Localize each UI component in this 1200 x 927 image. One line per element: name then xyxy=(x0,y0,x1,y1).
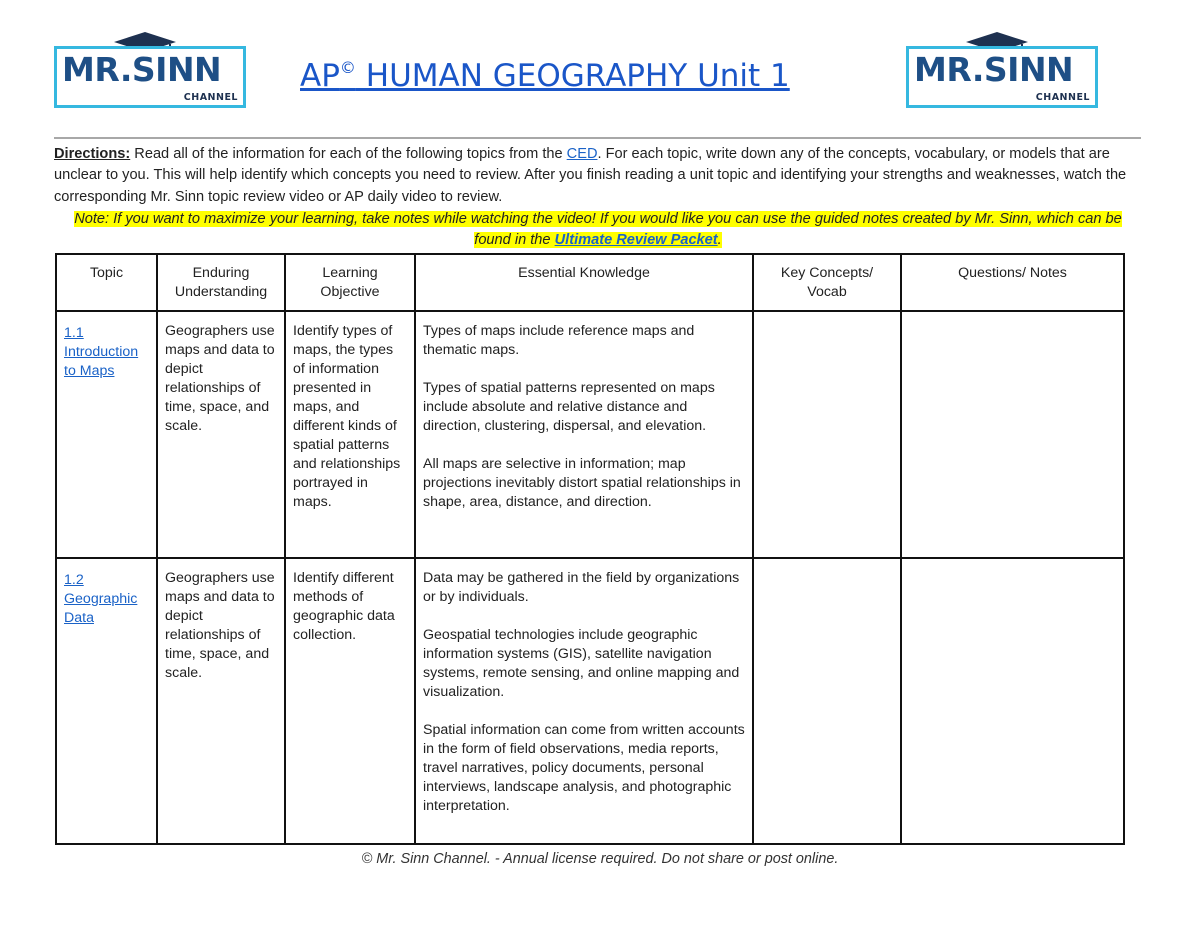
topic-link[interactable]: 1.2 Geographic Data xyxy=(64,572,138,626)
enduring-cell: Geographers use maps and data to depict relationships of time, space, and scale. xyxy=(157,311,285,558)
table-row xyxy=(56,311,1124,558)
notes-cell[interactable] xyxy=(901,311,1124,558)
topic-link[interactable]: 1.1 Introduction to Maps xyxy=(64,325,139,379)
header-questions-notes: Questions/ Notes xyxy=(901,254,1124,311)
note-highlight xyxy=(74,211,1122,248)
footer-copyright: © Mr. Sinn Channel. - Annual license required. Do not share or post online. xyxy=(361,851,839,867)
vocab-cell[interactable] xyxy=(753,311,901,558)
header-topic: Topic xyxy=(56,254,157,311)
vocab-cell[interactable] xyxy=(753,558,901,844)
ultimate-review-packet-link[interactable]: Ultimate Review Packet xyxy=(554,232,718,248)
header-essential-knowledge: Essential Knowledge xyxy=(415,254,753,311)
logo-right xyxy=(906,34,1102,110)
directions-label: Directions: xyxy=(54,146,131,162)
logo-text: MR.SINN xyxy=(62,50,222,89)
directions-text-before: Read all of the information for each of the following topics from the xyxy=(130,146,567,162)
logo-subtext: CHANNEL xyxy=(183,92,238,103)
header-divider xyxy=(54,137,1141,139)
knowledge-paragraph: Data may be gathered in the field by organizations or by individuals. xyxy=(423,570,740,605)
title-copyright-mark: © xyxy=(339,58,356,77)
objective-cell: Identify types of maps, the types of information presented in maps, and different kinds of spatial patterns and relationships portrayed in maps. xyxy=(285,311,415,558)
page-title xyxy=(300,58,790,94)
knowledge-cell xyxy=(415,558,753,844)
note-end: . xyxy=(717,232,722,248)
note-text: Note: If you want to maximize your learning, take notes while watching the video! If you would like you can use the guided notes created by Mr. Sinn, which can be found in the xyxy=(74,211,1122,248)
notes-cell[interactable] xyxy=(901,558,1124,844)
topics-table xyxy=(55,253,1125,845)
header-key-concepts: Key Concepts/ Vocab xyxy=(753,254,901,311)
directions-text-after: . For each topic, write down any of the concepts, vocabulary, or models that are unclear to you. This will help identify which concepts you need to review. After you finish reading a unit topic and identifying your strengths and weaknesses, watch the corresponding Mr. Sinn topic review video or AP daily video to review. xyxy=(54,146,1127,205)
topic-cell xyxy=(56,558,157,844)
header-learning-objective: Learning Objective xyxy=(285,254,415,311)
title-prefix: AP xyxy=(300,58,340,94)
knowledge-paragraph: Types of spatial patterns represented on maps include absolute and relative distance and direction, clustering, dispersal, and elevation. xyxy=(423,380,715,434)
note-paragraph xyxy=(54,209,1142,251)
logo-text: MR.SINN xyxy=(914,50,1074,89)
ced-link[interactable]: CED xyxy=(566,146,598,162)
topic-cell xyxy=(56,311,157,558)
logo-left xyxy=(54,34,250,110)
table-row xyxy=(56,558,1124,844)
knowledge-cell xyxy=(415,311,753,558)
enduring-cell: Geographers use maps and data to depict relationships of time, space, and scale. xyxy=(157,558,285,844)
title-rest: HUMAN GEOGRAPHY Unit 1 xyxy=(355,58,790,94)
header-enduring-understanding: Enduring Understanding xyxy=(157,254,285,311)
table-header-row xyxy=(56,254,1124,311)
knowledge-paragraph: All maps are selective in information; map projections inevitably distort spatial relationships in shape, area, distance, and direction. xyxy=(423,456,741,510)
logo-subtext: CHANNEL xyxy=(1035,92,1090,103)
objective-cell: Identify different methods of geographic data collection. xyxy=(285,558,415,844)
knowledge-paragraph: Spatial information can come from written accounts in the form of field observations, media reports, travel narratives, policy documents, personal interviews, landscape analysis, and photographic interpretation. xyxy=(423,722,745,814)
knowledge-paragraph: Types of maps include reference maps and thematic maps. xyxy=(423,323,695,358)
directions-paragraph xyxy=(54,144,1146,208)
knowledge-paragraph: Geospatial technologies include geographic information systems (GIS), satellite navigation systems, remote sensing, and online mapping and visualization. xyxy=(423,627,740,700)
